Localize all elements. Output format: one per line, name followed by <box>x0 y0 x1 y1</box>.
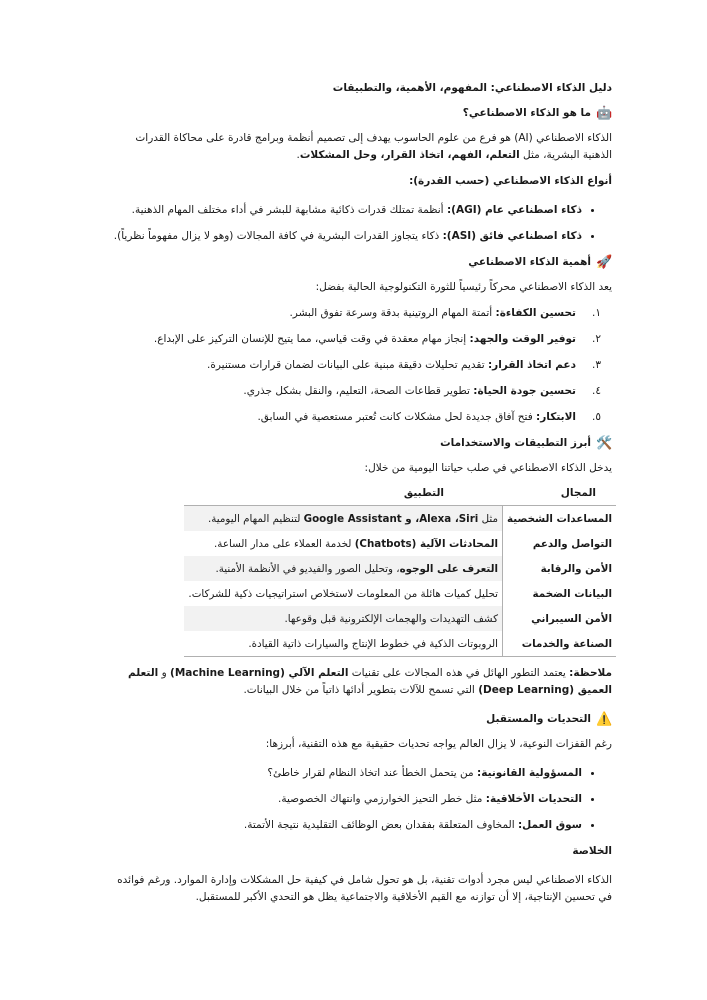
applications-intro: يدخل الذكاء الاصطناعي في صلب حياتنا اليومية من خلال: <box>364 462 612 474</box>
item-text: من يتحمل الخطأ عند اتخاذ النظام لقرار خاطئ؟ <box>267 767 477 779</box>
item-text: أنظمة تمتلك قدرات ذكائية مشابهة للبشر في أداء مختلف المهام الذهنية. <box>131 204 447 216</box>
applications-table <box>184 505 616 657</box>
cell-bold: المحادثات الآلية (Chatbots) <box>354 537 499 550</box>
cell-field: الصناعة والخدمات <box>503 631 616 657</box>
note-text: يعتمد التطور الهائل في هذه المجالات على تقنيات <box>348 667 570 679</box>
note-paragraph <box>104 665 612 699</box>
section-heading-text: ما هو الذكاء الاصطناعي؟ <box>462 107 591 119</box>
table-row <box>184 581 616 606</box>
challenges-intro: رغم القفزات النوعية، لا يزال العالم يواجه تحديات حقيقية مع هذه التقنية، أبرزها: <box>265 738 612 750</box>
cell-field: الأمن السيبراني <box>531 612 612 625</box>
note-text: و <box>158 667 171 679</box>
item-text: مثل خطر التحيز الخوارزمي وانتهاك الخصوصية. <box>278 793 486 805</box>
robot-icon: 🤖 <box>596 106 613 121</box>
item-label: تحسين الكفاءة: <box>495 307 576 319</box>
column-header-field: المجال <box>560 487 596 499</box>
section-heading-importance <box>104 254 612 271</box>
list-item <box>104 383 612 400</box>
cell-field: التواصل والدعم <box>532 537 612 550</box>
item-number: ٤. <box>592 385 601 397</box>
section-heading-applications <box>104 435 612 452</box>
table-row <box>184 631 616 657</box>
table-row <box>184 531 616 556</box>
item-label: المسؤولية القانونية: <box>477 767 582 779</box>
item-label: ذكاء اصطناعي عام (AGI): <box>446 204 582 216</box>
list-item <box>104 202 582 219</box>
item-label: سوق العمل: <box>517 819 582 831</box>
item-label: الابتكار: <box>536 411 576 423</box>
note-bold: التعلم العميق (Deep Learning) <box>127 667 612 696</box>
item-label: تحسين جودة الحياة: <box>473 385 576 397</box>
definition-bold: التعلم، الفهم، اتخاذ القرار، وحل المشكلات <box>299 149 520 161</box>
definition-end: . <box>296 149 300 161</box>
item-text: ذكاء يتجاوز القدرات البشرية في كافة المجالات (وهو لا يزال مفهوماً نظرياً). <box>113 230 443 242</box>
list-item <box>104 357 612 374</box>
document <box>104 82 612 915</box>
warning-icon: ⚠️ <box>596 712 613 727</box>
cell-bold: Alexa ،Siri، و Google Assistant <box>303 512 479 525</box>
document-title: دليل الذكاء الاصطناعي: المفهوم، الأهمية، والتطبيقات <box>332 82 612 94</box>
importance-intro: يعد الذكاء الاصطناعي محركاً رئيسياً للثورة التكنولوجية الحالية بفضل: <box>315 281 612 293</box>
table-row <box>184 606 616 631</box>
note-bold: التعلم الآلي (Machine Learning) <box>170 667 349 679</box>
item-label: التحديات الأخلاقية: <box>485 793 582 805</box>
cell-field: الأمن والرقابة <box>540 562 612 575</box>
conclusion-paragraph: الذكاء الاصطناعي ليس مجرد أدوات تقنية، بل هو تحول شامل في كيفية حل المشكلات وإدارة الموارد. ورغم فوائده في تحسين الإنتاجية، إلا أن توازنه مع القيم الأخلاقية والاجتماعية يظل هو التحدي الأكبر للمستقبل. <box>117 874 612 903</box>
item-text: المخاوف المتعلقة بفقدان بعض الوظائف التقليدية نتيجة الأتمتة. <box>243 819 518 831</box>
types-list <box>104 202 612 245</box>
cell-text: ، وتحليل الصور والفيديو في الأنظمة الأمنية. <box>215 562 400 575</box>
item-text: فتح آفاق جديدة لحل مشكلات كانت تُعتبر مستعصية في السابق. <box>257 411 537 423</box>
definition-text: الذكاء الاصطناعي (AI) هو فرع من علوم الحاسوب يهدف إلى تصميم أنظمة وبرامج قادرة على محاكاة القدرات الذهنية البشرية، مثل <box>135 132 612 161</box>
item-label: دعم اتخاذ القرار: <box>487 359 576 371</box>
cell-application: تحليل كميات هائلة من المعلومات لاستخلاص استراتيجيات ذكية للشركات. <box>184 581 502 606</box>
list-item <box>104 791 582 808</box>
cell-text: لتنظيم المهام اليومية. <box>207 512 304 525</box>
importance-list <box>104 305 612 426</box>
types-heading: أنواع الذكاء الاصطناعي (حسب القدرة): <box>409 175 612 187</box>
item-number: ١. <box>592 307 601 319</box>
section-heading-challenges <box>104 711 612 728</box>
section-heading-text: أبرز التطبيقات والاستخدامات <box>440 437 591 449</box>
challenges-list <box>104 765 612 834</box>
rocket-icon: 🚀 <box>596 255 613 270</box>
item-number: ٣. <box>592 359 601 371</box>
definition-paragraph <box>104 130 612 164</box>
cell-application <box>184 556 502 581</box>
item-text: أتمتة المهام الروتينية بدقة وسرعة تفوق البشر. <box>289 307 496 319</box>
table-row <box>184 556 616 581</box>
item-text: إنجاز مهام معقدة في وقت قياسي، مما يتيح للإنسان التركيز على الإبداع. <box>153 333 470 345</box>
cell-text: لخدمة العملاء على مدار الساعة. <box>214 537 355 550</box>
item-label: توفير الوقت والجهد: <box>469 333 576 345</box>
tools-icon: 🛠️ <box>596 436 613 451</box>
list-item <box>104 409 612 426</box>
list-item <box>104 228 582 245</box>
cell-application: كشف التهديدات والهجمات الإلكترونية قبل وقوعها. <box>184 606 502 631</box>
table-row <box>184 506 616 532</box>
cell-application: الروبوتات الذكية في خطوط الإنتاج والسيارات ذاتية القيادة. <box>184 631 502 657</box>
section-heading-what-is-ai <box>104 105 612 122</box>
note-text: التي تسمح للآلات بتطوير أدائها ذاتياً من خلال البيانات. <box>243 684 479 696</box>
item-number: ٢. <box>592 333 601 345</box>
section-heading-text: التحديات والمستقبل <box>486 713 591 725</box>
cell-text: مثل <box>478 512 499 525</box>
list-item <box>104 331 612 348</box>
cell-field: البيانات الضخمة <box>532 587 612 600</box>
section-heading-text: أهمية الذكاء الاصطناعي <box>468 256 591 268</box>
item-number: ٥. <box>592 411 601 423</box>
cell-bold: التعرف على الوجوه <box>399 562 499 575</box>
column-header-application: التطبيق <box>403 487 444 499</box>
list-item <box>104 817 582 834</box>
cell-field: المساعدات الشخصية <box>503 506 616 532</box>
item-text: تطوير قطاعات الصحة، التعليم، والنقل بشكل جذري. <box>243 385 474 397</box>
cell-application <box>184 506 502 532</box>
list-item <box>104 305 612 322</box>
item-label: ذكاء اصطناعي فائق (ASI): <box>442 230 582 242</box>
item-text: تقديم تحليلات دقيقة مبنية على البيانات لضمان قرارات مستنيرة. <box>207 359 488 371</box>
list-item <box>104 765 582 782</box>
table-header <box>104 487 612 499</box>
cell-application <box>184 531 502 556</box>
note-label: ملاحظة: <box>569 667 612 679</box>
conclusion-heading: الخلاصة <box>572 845 612 857</box>
